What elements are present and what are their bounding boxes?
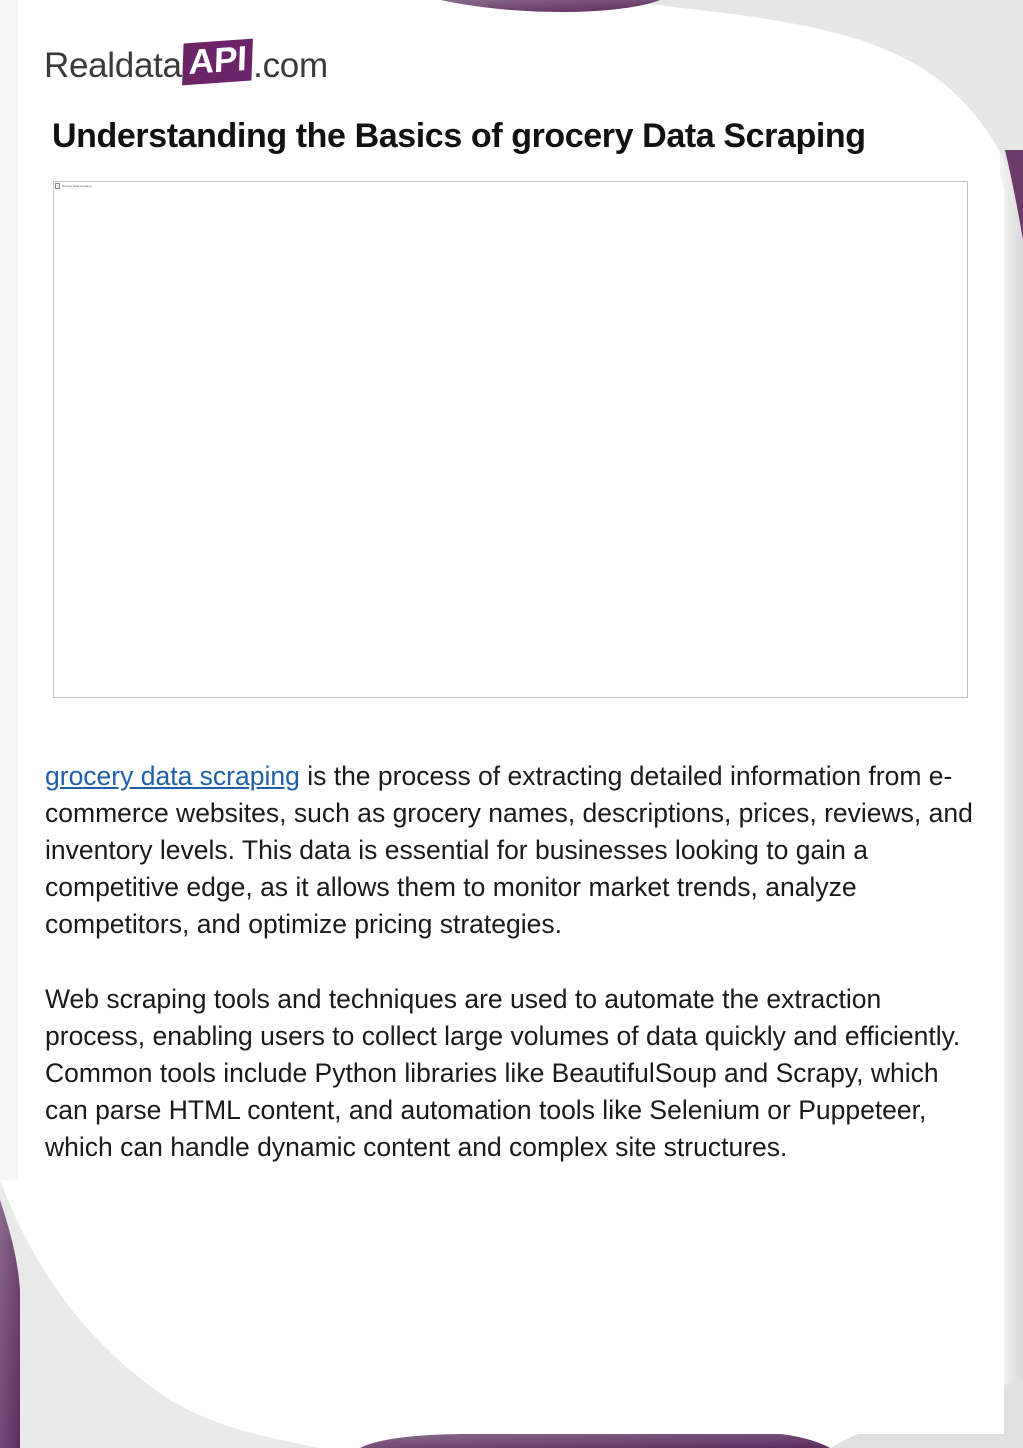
paragraph-1-text: is the process of extracting detailed information from e-commerce websites, such as grocery names, descriptions, prices, reviews, and inventory levels. This data is essential for businesses looking to gain a competitive edge, as it allows them to monitor market trends, analyze competitors, and optimize pricing strategies.	[45, 761, 973, 940]
brand-logo[interactable]	[44, 38, 328, 94]
broken-image	[55, 183, 92, 189]
paragraph-1	[45, 758, 980, 943]
logo-text-suffix: .com	[253, 46, 328, 85]
logo-api-badge: API	[182, 39, 253, 85]
article-body	[45, 758, 980, 1166]
page-title: Understanding the Basics of grocery Data Scraping	[52, 117, 866, 155]
logo-text-prefix: Realdata	[44, 46, 182, 85]
image-alt-text: Grocery data scraping	[62, 184, 92, 188]
broken-image-icon	[55, 183, 60, 189]
grocery-data-scraping-link[interactable]: grocery data scraping	[45, 761, 300, 791]
article-image-placeholder	[53, 181, 968, 698]
paragraph-2: Web scraping tools and techniques are used to automate the extraction process, enabling users to collect large volumes of data quickly and efficiently. Common tools include Python libraries like BeautifulSoup and Scrapy, which can parse HTML content, and automation tools like Selenium or Puppeteer, which can handle dynamic content and complex site structures.	[45, 983, 961, 1162]
